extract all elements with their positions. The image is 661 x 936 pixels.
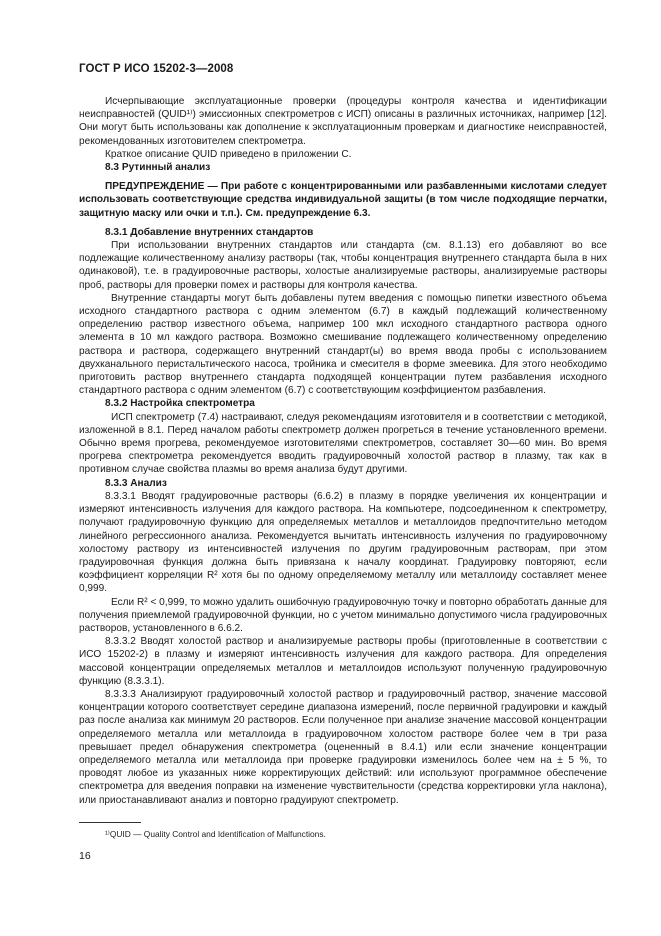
document-body [79,95,607,807]
paragraph-8-3-3-3: 8.3.3.3 Анализируют градуировочный холостой раствор и градуировочный раствор, значение массовой концентрации которого соответствует середине диапазона измерений, после первичной градуировки и каждый раз после анализа как минимум 20 растворов. Если полученное при анализе значение массовой концентрации определяемого металла или металлоида в градуировочном холостом растворе более чем в три раза превышает предел обнаружения спектрометра (оцененный в 8.4.1) или если значение концентрации определяемого металла или металлоида при проверке градуировки изменилось более чем на ± 5 %, то проводят любое из указанных ниже корректирующих действий: или используют программное обеспечение спектрометра для введения поправки на изменение чувствительности (средства корректировки угла наклона), или приостанавливают анализ и повторно градуируют спектрометр. [79,688,607,806]
paragraph-internal-standards-2: Внутренние стандарты могут быть добавлены путем введения с помощью пипетки известного объема исходного стандартного раствора с одним элементом (6.7) в каждый подлежащий количественному определению раствор известного объема, например 100 мкл исходного стандартного раствора одного элемента в 10 мл каждого раствора. Возможно смешивание подлежащего количественному определению раствора и раствора, содержащего внутренний стандарт(ы) во время ввода пробы с использованием двухканального перистальтического насоса, тройника и смесителя в форме змеевика. Для этого необходимо приготовить раствор внутреннего стандарта подходящей концентрации путем разбавления исходного стандартного раствора с одним элементом (6.7) с соответствующим коэффициентом разбавления. [79,292,607,397]
section-heading-8-3-1: 8.3.1 Добавление внутренних стандартов [105,226,314,238]
page-number: 16 [79,850,91,862]
footnote-divider [79,822,141,823]
paragraph-r2-correction: Если R² < 0,999, то можно удалить ошибочную градуировочную точку и повторно обработать данные для получения приемлемой градуировочной функции, но с учетом минимально допустимого числа градуировочных растворов, установленного в 6.6.2. [79,596,607,634]
paragraph-internal-standards-1: При использовании внутренних стандартов или стандарта (см. 8.1.13) его добавляют во все подлежащие количественному анализу растворы (так, чтобы концентрация внутреннего стандарта была в них одинаковой), т.е. в градуировочные растворы, холостые анализируемые растворы, анализируемые растворы проб, растворы для проверки помех и растворы для контроля качества. [79,240,607,291]
paragraph-quid-appendix: Краткое описание QUID приведено в приложении С. [105,148,352,160]
paragraph-8-3-3-2: 8.3.3.2 Вводят холостой раствор и анализируемые растворы пробы (приготовленные в соответствии с ИСО 15202-2) в плазму и измеряют интенсивность излучения для каждого раствора. Для определения массовой концентрации определяемых металлов и металлоидов используют полученную градуировочную функцию (8.3.3.1). [79,636,607,687]
document-header: ГОСТ Р ИСО 15202-3—2008 [79,63,234,75]
paragraph-8-3-3-1: 8.3.3.1 Вводят градуировочные растворы (6.6.2) в плазму в порядке увеличения их концентрации и измеряют интенсивность излучения для каждого раствора. На компьютере, подсоединенном к спектрометру, получают градуировочную функцию для определяемых металлов и металлоидов предпочтительно методом линейного регрессионного анализа. Рекомендуется вычитать интенсивность излучения по градуировочному холостому раствору из интенсивностей излучения по другим градуировочным растворам, при этом градуировочная функция должна быть привязана к началу координат. Градуировку повторяют, если коэффициент корреляции R² хотя бы по одному определяемому металлу или металлоиду составляет менее 0,999. [79,490,607,595]
section-heading-8-3-2: 8.3.2 Настройка спектрометра [105,398,255,410]
section-heading-8-3-3: 8.3.3 Анализ [105,477,167,489]
paragraph-quid-intro: Исчерпывающие эксплуатационные проверки (процедуры контроля качества и идентификации неисправностей (QUID¹⁾) эмиссионных спектрометров с ИСП) описаны в различных источниках, например [12]. Они могут быть использованы как дополнение к эксплуатационным проверкам и диагностике неисправностей, рекомендованных изготовителем спектрометра. [79,96,607,147]
warning-paragraph: ПРЕДУПРЕЖДЕНИЕ — При работе с концентрированными или разбавленными кислотами следует использовать соответствующие средства индивидуальной защиты (в том числе подходящие перчатки, защитную маску или очки и т.п.). См. предупреждение 6.3. [79,181,607,219]
footnote-quid: ¹⁾QUID — Quality Control and Identification of Malfunctions. [105,829,326,839]
paragraph-spectrometer-setup: ИСП спектрометр (7.4) настраивают, следуя рекомендациям изготовителя и в соответствии с методикой, изложенной в 8.1. Перед началом работы спектрометр должен прогреться в течение установленного времени. Обычно время прогрева, рекомендуемое изготовителями спектрометров, составляет 30—60 мин. Во время прогрева спектрометра рекомендуется вводить градуировочный холостой раствор в плазму, так как в противном случае свойства плазмы во время анализа будут другими. [79,411,607,476]
section-heading-8-3: 8.3 Рутинный анализ [105,162,211,174]
